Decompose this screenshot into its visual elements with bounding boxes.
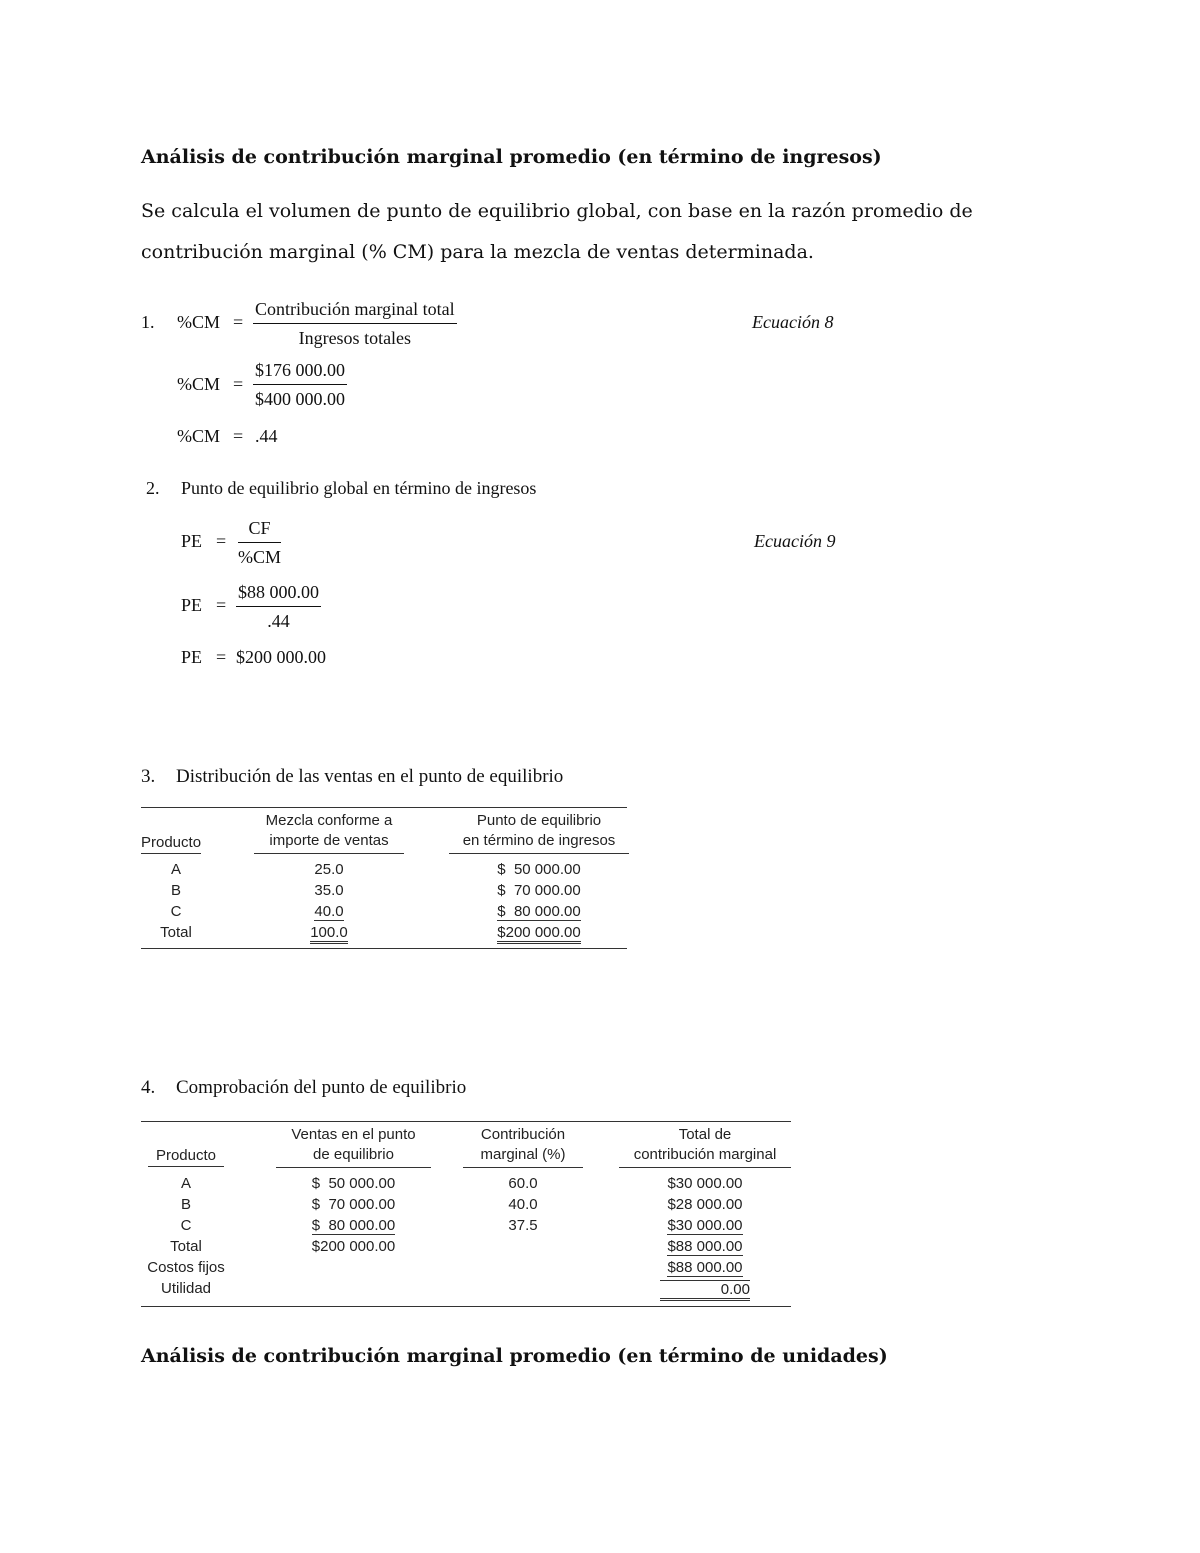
table-row: C	[170, 903, 182, 920]
eq2-equals: =	[216, 531, 227, 551]
table-cell: 60.0	[508, 1175, 538, 1192]
table3-header-mix: Mezcla conforme a importe de ventas	[254, 811, 404, 854]
eq2-title: Punto de equilibrio global en término de ingresos	[181, 478, 537, 498]
table-cell: $88 000.00	[667, 1259, 743, 1276]
table-cell: $30 000.00	[667, 1217, 743, 1234]
eq2-result-equals: =	[216, 647, 227, 667]
table-row: Total	[160, 924, 192, 941]
table-cell: $200 000.00	[311, 1238, 396, 1255]
table-cell: $ 70 000.00	[497, 882, 581, 899]
eq1-lhs: %CM	[177, 312, 221, 332]
eq2-numerator: CF	[238, 516, 280, 543]
table-cell: $ 50 000.00	[497, 861, 581, 878]
eq9-label: Ecuación 9	[754, 531, 836, 551]
table-cell: 35.0	[314, 882, 344, 899]
table-row: A	[180, 1175, 191, 1192]
table3-header-product: Producto	[141, 833, 211, 853]
table-row: C	[180, 1217, 192, 1234]
eq2-lhs: PE	[181, 531, 203, 551]
section3-number: 3.	[141, 766, 156, 787]
table-cell: $28 000.00	[667, 1196, 743, 1213]
eq2-denominator: %CM	[238, 547, 282, 567]
table4-header-sales: Ventas en el punto de equilibrio	[276, 1125, 431, 1168]
table3-header-pe: Punto de equilibrio en término de ingresos	[449, 811, 629, 854]
eq8-label: Ecuación 8	[752, 312, 834, 332]
table3-top-rule	[141, 807, 627, 808]
table-cell: 37.5	[508, 1217, 538, 1234]
eq1-result-equals: =	[233, 426, 244, 446]
table-cell: 0.00	[619, 1280, 791, 1301]
eq2-number: 2.	[146, 478, 160, 498]
eq1-step2-lhs: %CM	[177, 374, 221, 394]
eq2-step2-denominator: .44	[267, 611, 290, 631]
table-cell: 40.0	[314, 903, 344, 920]
table-row: B	[170, 882, 181, 899]
table-cell: 100.0	[254, 924, 404, 941]
eq1-step2-equals: =	[233, 374, 244, 394]
table-cell: 25.0	[314, 861, 344, 878]
eq1-number: 1.	[141, 312, 155, 332]
table-cell: $ 80 000.00	[497, 903, 581, 920]
eq2-step2-lhs: PE	[181, 595, 203, 615]
table4-header-product: Producto	[141, 1146, 231, 1166]
table4-header-cm: Contribución marginal (%)	[463, 1125, 583, 1168]
table3-bottom-rule	[141, 948, 627, 949]
table-cell: $30 000.00	[667, 1175, 743, 1192]
section4-title: Comprobación del punto de equilibrio	[176, 1077, 467, 1098]
eq2-step2-equals: =	[216, 595, 227, 615]
table-cell: $ 50 000.00	[311, 1175, 396, 1192]
section-heading-revenue: Análisis de contribución marginal promedio (en término de ingresos)	[141, 146, 882, 168]
table-cell: $ 80 000.00	[311, 1217, 396, 1234]
table-row: B	[180, 1196, 191, 1213]
eq2-result-lhs: PE	[181, 647, 203, 667]
table4-header-total: Total de contribución marginal	[619, 1125, 791, 1168]
eq1-numerator: Contribución marginal total	[253, 297, 457, 324]
table-cell: $88 000.00	[667, 1238, 743, 1255]
section4-number: 4.	[141, 1077, 156, 1098]
table-row: Costos fijos	[147, 1259, 225, 1276]
table-row: Total	[170, 1238, 202, 1255]
eq1-step2-numerator: $176 000.00	[253, 358, 347, 385]
eq2-step2-numerator: $88 000.00	[236, 580, 321, 607]
section3-title: Distribución de las ventas en el punto de equilibrio	[176, 766, 564, 787]
eq1-fraction	[253, 297, 457, 350]
table4-top-rule	[141, 1121, 791, 1122]
table-cell: 40.0	[508, 1196, 538, 1213]
eq1-result-value: .44	[255, 426, 278, 446]
eq1-step2-fraction	[253, 358, 347, 411]
table4-bottom-rule	[141, 1306, 791, 1307]
eq2-step2-fraction	[236, 580, 321, 633]
eq1-result-lhs: %CM	[177, 426, 221, 446]
eq2-fraction	[236, 516, 283, 569]
eq1-denominator: Ingresos totales	[298, 328, 412, 348]
table-row: A	[170, 861, 181, 878]
section-heading-units: Análisis de contribución marginal promedio (en término de unidades)	[141, 1345, 888, 1367]
eq1-equals: =	[233, 312, 244, 332]
table-cell: $ 70 000.00	[311, 1196, 396, 1213]
intro-paragraph: Se calcula el volumen de punto de equilibrio global, con base en la razón promedio de contribución marginal (% CM) para la mezcla de ventas determinada.	[141, 200, 973, 263]
table-row: Utilidad	[160, 1280, 212, 1297]
eq2-result-value: $200 000.00	[236, 647, 326, 667]
eq1-step2-denominator: $400 000.00	[255, 389, 345, 409]
table-cell: $200 000.00	[449, 924, 629, 941]
